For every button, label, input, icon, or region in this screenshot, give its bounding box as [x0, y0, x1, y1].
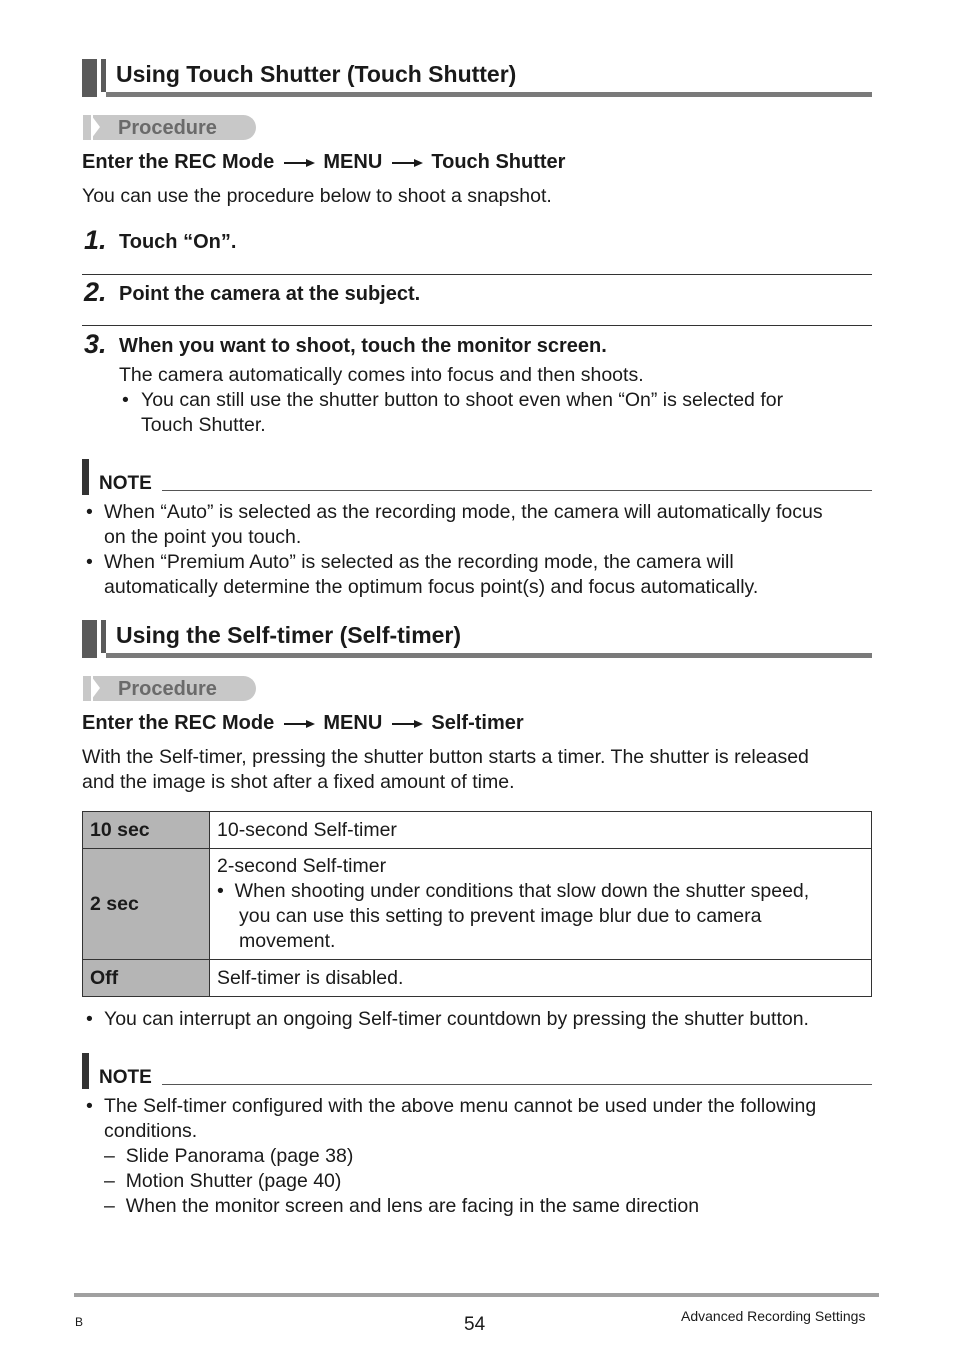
chevron-icon [91, 676, 100, 700]
heading-bar-icon [101, 59, 106, 92]
bullet-icon: • [86, 551, 93, 573]
note-label: NOTE [99, 473, 152, 494]
path-step: MENU [323, 712, 383, 734]
bullet-text: You can still use the shutter button to shoot even when “On” is selected for [141, 389, 784, 411]
path-step: Self-timer [431, 712, 524, 734]
bullet-icon: • [217, 880, 224, 902]
divider [82, 325, 872, 326]
option-key: 10 sec [83, 812, 210, 849]
option-key: Off [83, 960, 210, 997]
intro-text: You can use the procedure below to shoot a snapshot. [82, 185, 552, 207]
path-step: Enter the REC Mode [82, 712, 275, 734]
path-step: Touch Shutter [431, 151, 566, 173]
heading-rule [106, 92, 872, 97]
options-table [82, 811, 872, 997]
menu-path [82, 151, 565, 174]
step-number: 3. [84, 329, 107, 359]
bullet-icon: • [86, 1008, 93, 1030]
note-bar-icon [82, 459, 89, 495]
arrow-right-icon [282, 158, 316, 168]
step-number: 1. [84, 225, 107, 255]
footer-code: B [75, 1315, 84, 1329]
path-step: Enter the REC Mode [82, 151, 275, 173]
option-bullet-cont: you can use this setting to prevent image blur due to camera [239, 905, 762, 927]
arrow-right-icon [282, 719, 316, 729]
divider [82, 274, 872, 275]
heading-bar-icon [101, 620, 106, 653]
step-description: The camera automatically comes into focus and then shoots. [119, 364, 644, 386]
table-row [83, 812, 872, 849]
bullet-icon: • [86, 1095, 93, 1117]
option-value: Self-timer is disabled. [210, 960, 872, 997]
page-number: 54 [464, 1314, 486, 1335]
sub-item: – Motion Shutter (page 40) [104, 1170, 342, 1192]
heading-bar-icon [82, 620, 97, 658]
arrow-right-icon [390, 158, 424, 168]
table-row [83, 960, 872, 997]
sub-item: – Slide Panorama (page 38) [104, 1145, 354, 1167]
option-bullet-cont: movement. [239, 930, 336, 952]
option-value: 10-second Self-timer [210, 812, 872, 849]
note-header [82, 1053, 872, 1089]
option-bullet: • When shooting under conditions that slow down the shutter speed, [217, 880, 810, 902]
option-value: 2-second Self-timer [217, 855, 387, 877]
section-heading-self-timer [82, 620, 872, 658]
step-number: 2. [84, 277, 107, 307]
chevron-icon [91, 115, 100, 139]
step-text: When you want to shoot, touch the monitor screen. [119, 335, 607, 357]
intro-text: With the Self-timer, pressing the shutter button starts a timer. The shutter is released [82, 746, 809, 768]
footer-chapter: Advanced Recording Settings [681, 1308, 866, 1324]
path-step: MENU [323, 151, 383, 173]
note-label: NOTE [99, 1067, 152, 1088]
step-text: Touch “On”. [119, 231, 237, 253]
menu-path [82, 712, 524, 735]
bullet-icon: • [86, 501, 93, 523]
note-bar-icon [82, 1053, 89, 1089]
arrow-right-icon [390, 719, 424, 729]
option-key: 2 sec [83, 849, 210, 960]
procedure-badge [83, 676, 256, 701]
procedure-label: Procedure [118, 117, 217, 139]
bullet-icon: • [122, 389, 129, 411]
section-title: Using the Self-timer (Self-timer) [116, 622, 462, 648]
section-title: Using Touch Shutter (Touch Shutter) [116, 61, 517, 87]
note-header [82, 459, 872, 495]
bullet-text: Touch Shutter. [141, 414, 266, 436]
procedure-badge [83, 115, 256, 140]
heading-bar-icon [82, 59, 97, 97]
section-heading-touch-shutter [82, 59, 872, 97]
heading-rule [106, 653, 872, 658]
procedure-label: Procedure [118, 678, 217, 700]
footer-rule [74, 1293, 879, 1297]
intro-text: and the image is shot after a fixed amount of time. [82, 771, 515, 793]
sub-item: – When the monitor screen and lens are facing in the same direction [104, 1195, 700, 1217]
step-text: Point the camera at the subject. [119, 283, 421, 305]
table-row [83, 849, 872, 960]
option-value-cell [210, 849, 872, 960]
